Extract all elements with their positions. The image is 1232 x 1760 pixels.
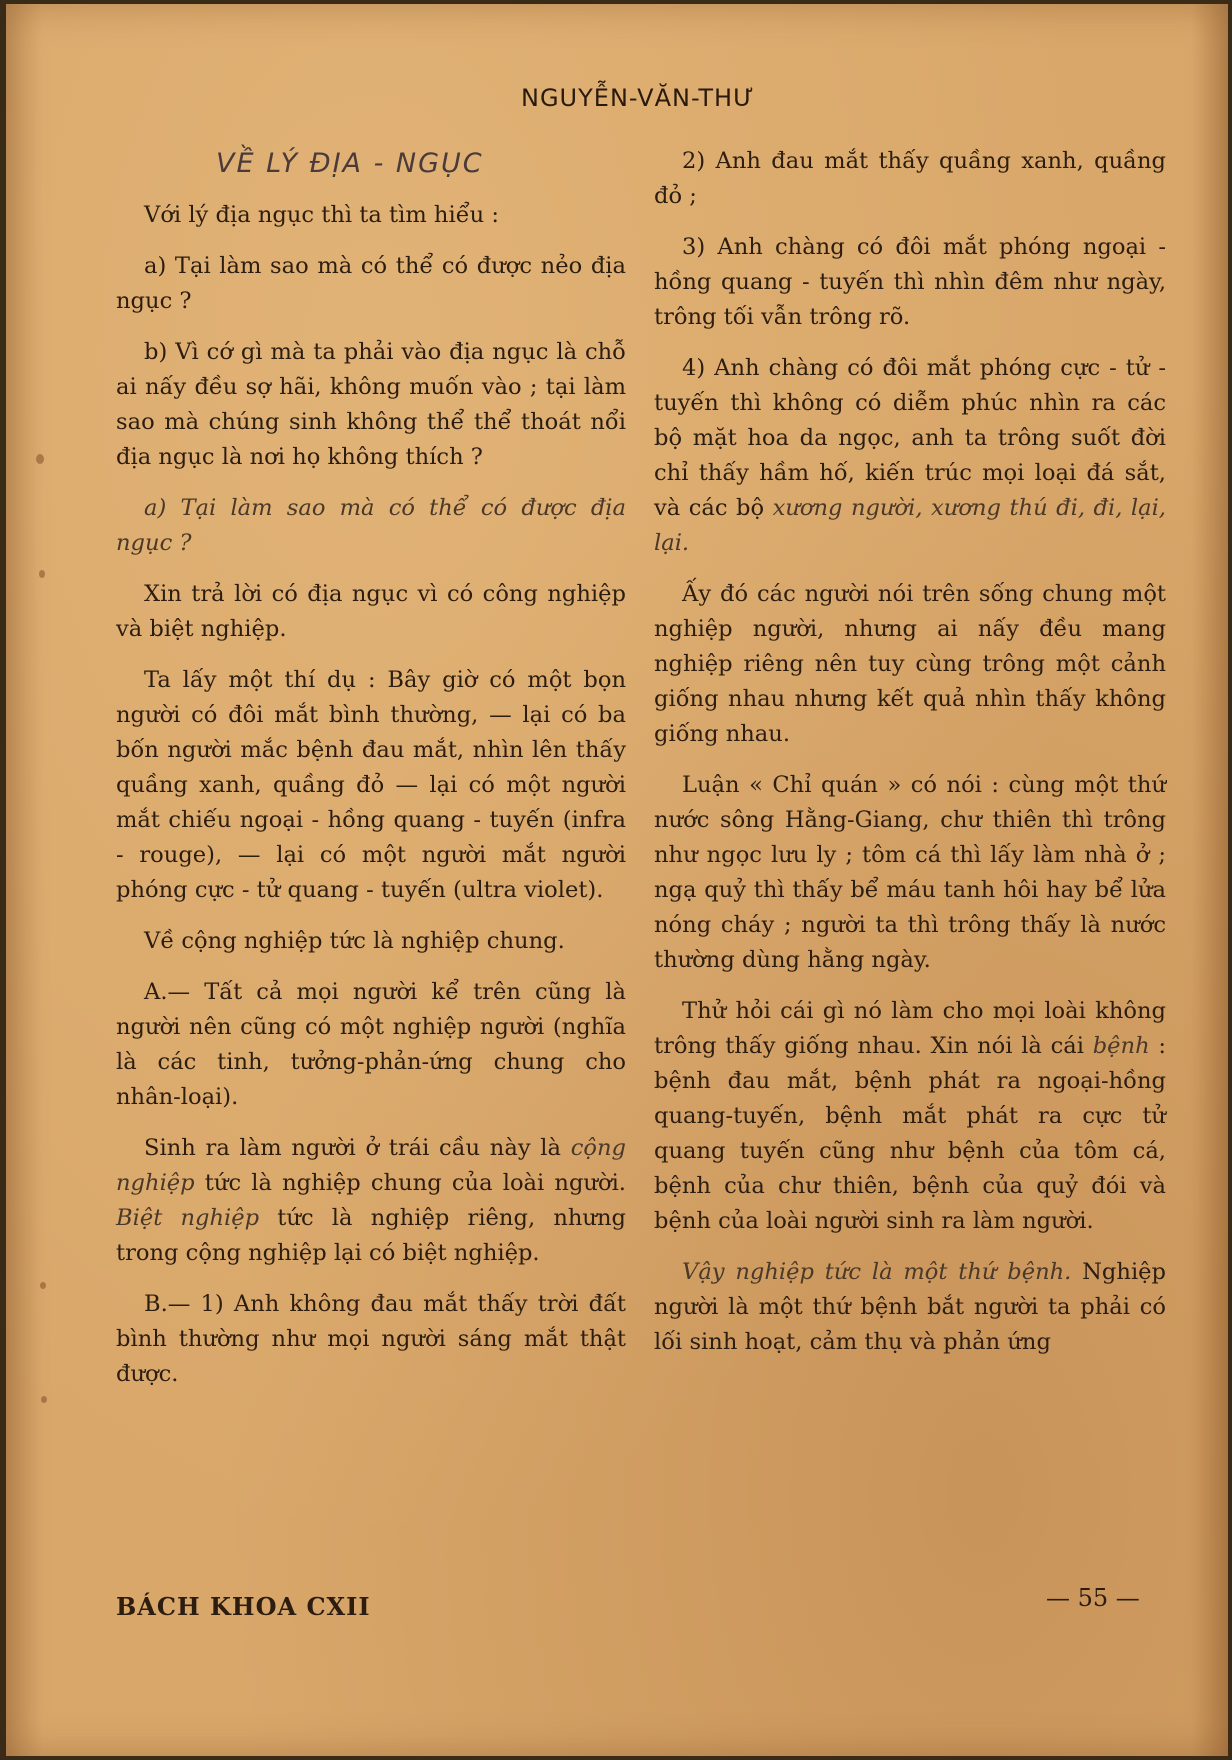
text-run: tức là nghiệp riêng, nhưng trong cộng nghiệp lại có biệt nghiệp. [116,1205,626,1266]
book-page [6,4,1228,1756]
running-head-author: NGUYỄN-VĂN-THƯ [521,84,755,112]
emphasis: Vậy nghiệp tức là một thứ bệnh. [682,1259,1072,1285]
text-run: Thử hỏi cái gì nó làm cho mọi loài không trông thấy giống nhau. Xin nói là cái [654,998,1166,1059]
paragraph: Xin trả lời có địa ngục vì có công nghiệp và biệt nghiệp. [116,581,626,642]
paragraph: B.— 1) Anh không đau mắt thấy trời đất bình thường như mọi người sáng mắt thật được. [116,1291,626,1387]
text-run: tức là nghiệp chung của loài người. [194,1170,626,1196]
paragraph: b) Vì cớ gì mà ta phải vào địa ngục là chỗ ai nấy đều sợ hãi, không muốn vào ; tại làm sao mà chúng sinh không thể thể thoát nổi địa ngục là nơi họ không thích ? [116,339,626,470]
left-column [116,144,626,1408]
paragraph [654,351,1166,561]
paper-stain [36,454,44,464]
emphasis: cộng nghiệp [116,1135,626,1196]
paragraph: Ta lấy một thí dụ : Bây giờ có một bọn người có đôi mắt bình thường, — lại có ba bốn người mắc bệnh đau mắt, nhìn lên thấy quầng xanh, quầng đỏ — lại có một người mắt chiếu ngoại - hồng quang - tuyến (infra - rouge), — lại có một người mắt người phóng cực - tử quang - tuyến (ultra violet). [116,667,626,903]
paper-stain [41,1396,47,1403]
paragraph: Về cộng nghiệp tức là nghiệp chung. [144,928,565,954]
emphasis: bệnh [1092,1033,1150,1059]
text-run: Sinh ra làm người ở trái cầu này là [144,1135,571,1161]
paper-stain [39,570,45,578]
text-run: : bệnh đau mắt, bệnh phát ra ngoại-hồng quang-tuyến, bệnh mắt phát ra cực tử quang tuyến cũng như bệnh của tôm cá, bệnh của chư thiên, bệnh của quỷ đói và bệnh của loài người sinh ra làm người. [654,1033,1166,1234]
emphasis: xương người, xương thú đi, đi, lại, lại. [654,495,1166,556]
paragraph: a) Tại làm sao mà có thể có được nẻo địa ngục ? [116,253,626,314]
paragraph: 2) Anh đau mắt thấy quầng xanh, quầng đỏ ; [654,148,1166,209]
paragraph: Với lý địa ngục thì ta tìm hiểu : [144,202,499,228]
paragraph [116,1131,626,1271]
emphasis: Biệt nghiệp [116,1205,260,1231]
section-title: VỀ LÝ ĐỊA - NGỤC [216,148,484,179]
paragraph: Ấy đó các người nói trên sống chung một nghiệp người, nhưng ai nấy đều mang nghiệp riêng nên tuy cùng trông một cảnh giống nhau nhưng kết quả nhìn thấy không giống nhau. [654,581,1166,747]
text-run: Nghiệp người là một thứ bệnh bắt người ta phải có lối sinh hoạt, cảm thụ và phản ứng [654,1259,1167,1355]
page-number: — 55 — [1046,1584,1140,1612]
magazine-footer: BÁCH KHOA CXII [116,1592,371,1621]
paragraph [654,1255,1166,1360]
text-run: 4) Anh chàng có đôi mắt phóng cực - tử - tuyến thì không có diễm phúc nhìn ra các bộ mặt hoa da ngọc, anh ta trông suốt đời chỉ thấy hầm hố, kiến trúc mọi loại đá sắt, và các bộ [654,355,1166,521]
paper-stain [40,1282,46,1289]
paragraph [654,994,1166,1239]
paragraph: Luận « Chỉ quán » có nói : cùng một thứ nước sông Hằng-Giang, chư thiên thì trông như ngọc lưu ly ; tôm cá thì lấy làm nhà ở ; ngạ quỷ thì thấy bể máu tanh hôi hay bể lửa nóng cháy ; người ta thì trông thấy là nước thường dùng hằng ngày. [654,772,1166,973]
right-column [654,144,1166,1376]
paragraph: A.— Tất cả mọi người kể trên cũng là người nên cũng có một nghiệp người (nghĩa là các tinh, tưởng-phản-ứng chung cho nhân-loại). [116,979,626,1110]
paragraph: 3) Anh chàng có đôi mắt phóng ngoại - hồng quang - tuyến thì nhìn đêm như ngày, trông tối vẫn trông rõ. [654,234,1166,330]
question-heading: a) Tại làm sao mà có thể có được địa ngục ? [116,495,626,556]
